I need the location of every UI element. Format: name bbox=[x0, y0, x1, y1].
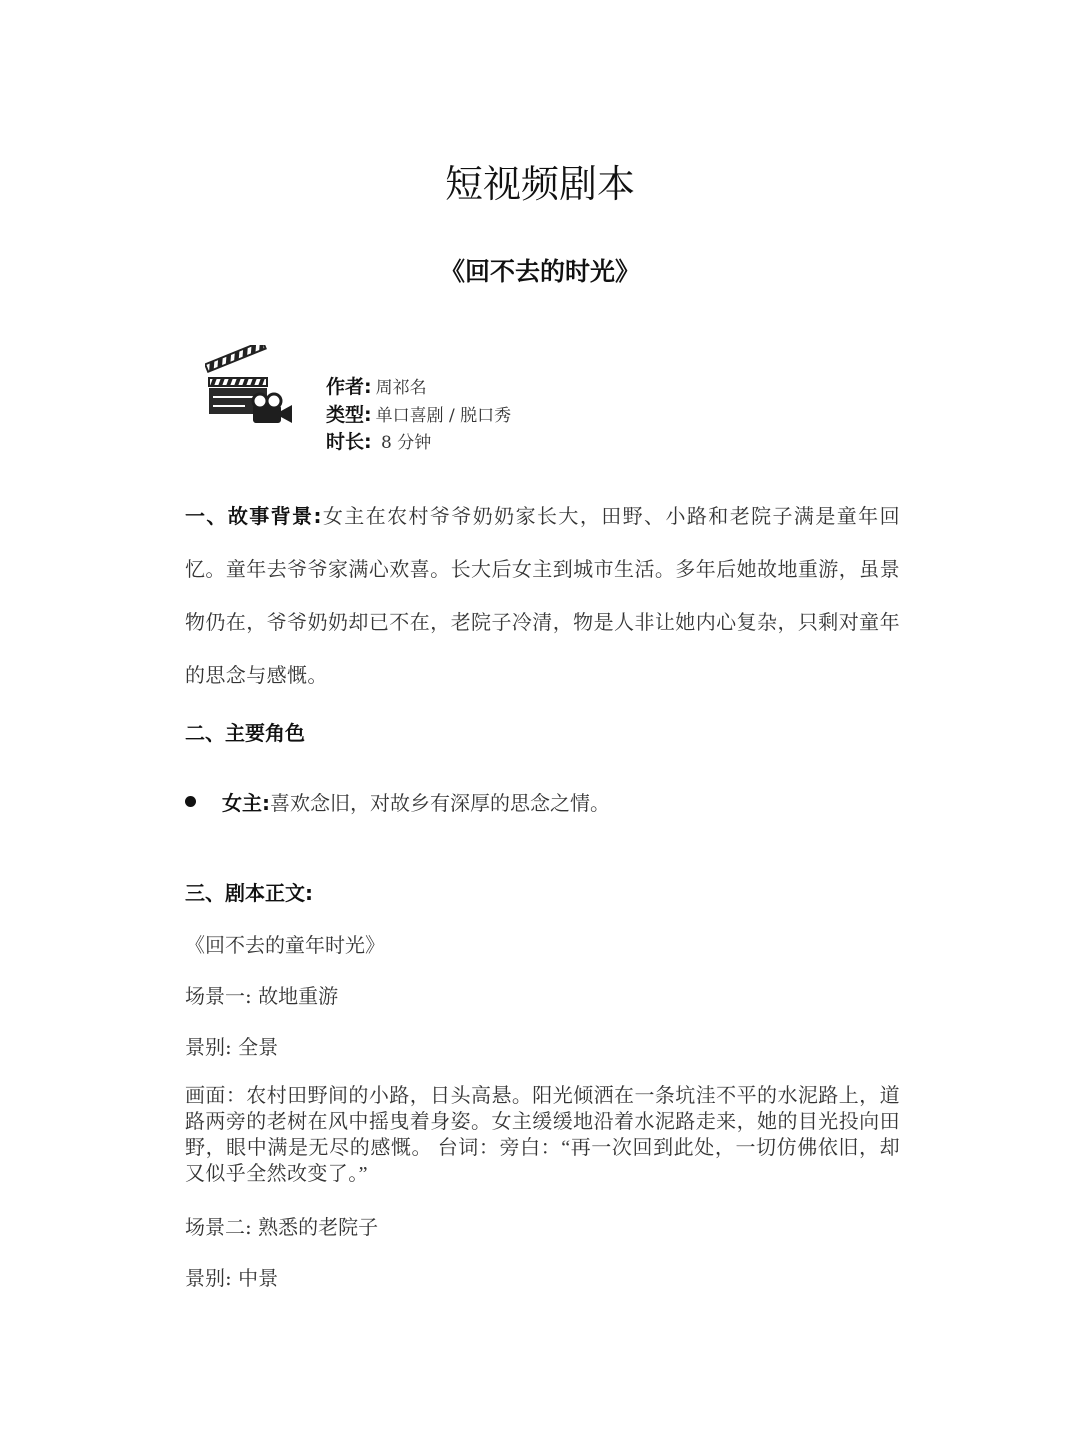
script-body-heading: 三、剧本正文: bbox=[185, 881, 313, 905]
scene2-shot-type: 景别: 中景 bbox=[185, 1266, 279, 1290]
meta-author-label: 作者: bbox=[326, 376, 372, 398]
bullet-icon bbox=[185, 796, 196, 807]
character-list-item bbox=[185, 788, 610, 818]
story-background-paragraph bbox=[185, 490, 900, 702]
script-title: 《回不去的童年时光》 bbox=[185, 933, 385, 957]
meta-type-label: 类型: bbox=[326, 403, 372, 426]
meta-duration-row bbox=[326, 429, 511, 457]
character-name: 女主: bbox=[222, 791, 270, 815]
meta-duration-label: 时长: bbox=[326, 431, 372, 453]
scene1-shot-type: 景别: 全景 bbox=[185, 1035, 279, 1059]
scene1-description: 画面：农村田野间的小路，日头高悬。阳光倾洒在一条坑洼不平的水泥路上，道路两旁的老树在风中摇曳着身姿。女主缓缓地沿着水泥路走来，她的目光投向田野，眼中满是无尽的感慨。 台词：旁白：“再一次回到此处，一切仿佛依旧，却又似乎全然改变了。” bbox=[185, 1085, 900, 1185]
document-subtitle: 《回不去的时光》 bbox=[439, 257, 640, 286]
scene1-title: 场景一: 故地重游 bbox=[185, 984, 339, 1008]
meta-author-value: 周祁名 bbox=[375, 378, 427, 398]
meta-author-row bbox=[326, 374, 511, 402]
scene2-title: 场景二: 熟悉的老院子 bbox=[185, 1215, 379, 1239]
script-metadata bbox=[326, 374, 511, 457]
meta-type-row bbox=[326, 402, 511, 430]
story-background-text: 女主在农村爷爷奶奶家长大，田野、小路和老院子满是童年回忆。童年去爷爷家满心欢喜。长大后女主到城市生活。多年后她故地重游，虽景物仍在，爷爷奶奶却已不在，老院子冷清，物是人非让她内心复杂，只剩对童年的思念与感慨。 bbox=[185, 504, 900, 687]
character-description: 喜欢念旧，对故乡有深厚的思念之情。 bbox=[270, 791, 610, 815]
meta-type-value: 单口喜剧 / 脱口秀 bbox=[375, 405, 512, 426]
story-background-label: 一、故事背景: bbox=[185, 504, 322, 528]
characters-heading: 二、主要角色 bbox=[185, 721, 305, 745]
meta-duration-value: 8 分钟 bbox=[375, 433, 432, 453]
clapperboard-camera-icon bbox=[205, 345, 295, 425]
document-title: 短视频剧本 bbox=[444, 162, 635, 206]
